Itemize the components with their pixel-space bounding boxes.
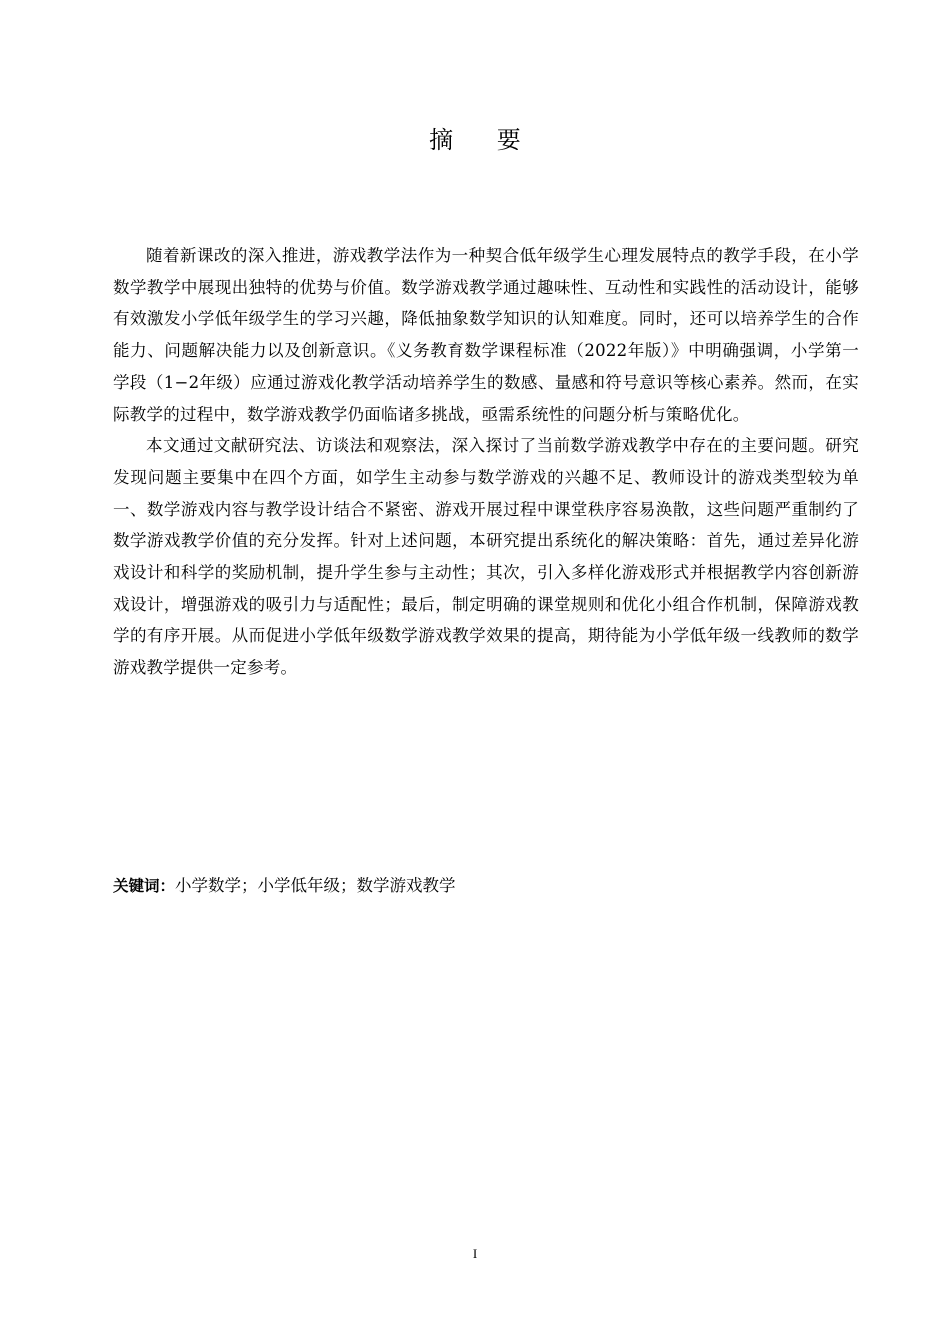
keywords-line bbox=[113, 870, 859, 902]
keywords-label: 关键词： bbox=[113, 877, 176, 895]
abstract-paragraph-1: 随着新课改的深入推进，游戏教学法作为一种契合低年级学生心理发展特点的教学手段，在小学数学教学中展现出独特的优势与价值。数学游戏教学通过趣味性、互动性和实践性的活动设计，能够有效激发小学低年级学生的学习兴趣，降低抽象数学知识的认知难度。同时，还可以培养学生的合作能力、问题解决能力以及创新意识。《义务教育数学课程标准（2022年版）》中明确强调，小学第一学段（1−2年级）应通过游戏化教学活动培养学生的数感、量感和符号意识等核心素养。然而，在实际教学的过程中，数学游戏教学仍面临诸多挑战，亟需系统性的问题分析与策略优化。 bbox=[113, 246, 859, 424]
keywords-text: 小学数学；小学低年级；数学游戏教学 bbox=[175, 876, 456, 895]
abstract-paragraph-2: 本文通过文献研究法、访谈法和观察法，深入探讨了当前数学游戏教学中存在的主要问题。研究发现问题主要集中在四个方面，如学生主动参与数学游戏的兴趣不足、教师设计的游戏类型较为单一、数学游戏内容与教学设计结合不紧密、游戏开展过程中课堂秩序容易涣散，这些问题严重制约了数学游戏教学价值的充分发挥。针对上述问题，本研究提出系统化的解决策略：首先，通过差异化游戏设计和科学的奖励机制，提升学生参与主动性；其次，引入多样化游戏形式并根据教学内容创新游戏设计，增强游戏的吸引力与适配性；最后，制定明确的课堂规则和优化小组合作机制，保障游戏教学的有序开展。从而促进小学低年级数学游戏教学效果的提高，期待能为小学低年级一线教师的数学游戏教学提供一定参考。 bbox=[113, 436, 859, 678]
page-number: I bbox=[472, 1246, 478, 1261]
abstract-body bbox=[113, 240, 859, 684]
page-title: 摘 要 bbox=[429, 126, 539, 154]
